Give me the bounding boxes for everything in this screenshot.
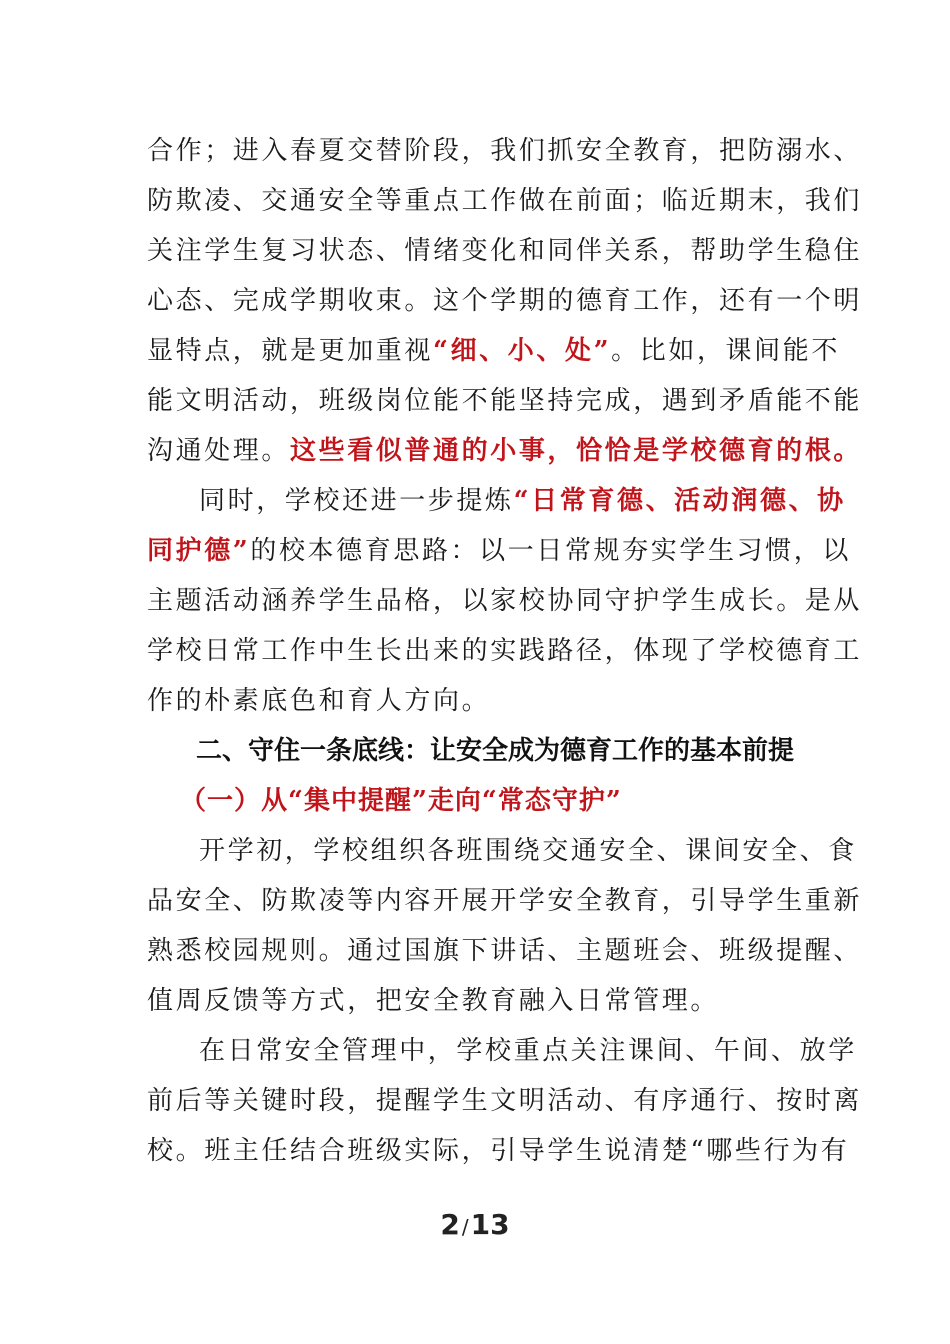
highlight-text: 这些看似普通的小事，恰恰是学校德育的根。	[290, 436, 863, 466]
text-line	[199, 481, 846, 521]
text-line: 防欺凌、交通安全等重点工作做在前面；临近期末，我们	[147, 186, 863, 216]
text-line: 学校日常工作中生长出来的实践路径，体现了学校德育工	[147, 636, 863, 666]
text-line: 作的朴素底色和育人方向。	[147, 686, 491, 716]
text-run: 。比如，课间能不	[611, 336, 840, 366]
text-run: 显特点，就是更加重视	[147, 336, 434, 366]
text-line: 主题活动涵养学生品格，以家校协同守护学生成长。是从	[147, 586, 863, 616]
text-line	[147, 431, 863, 471]
text-line: 值周反馈等方式，把安全教育融入日常管理。	[147, 986, 720, 1016]
text-line: 前后等关键时段，提醒学生文明活动、有序通行、按时离	[147, 1086, 863, 1116]
total-pages: 13	[470, 1208, 510, 1241]
text-line: 关注学生复习状态、情绪变化和同伴关系，帮助学生稳住	[147, 236, 863, 266]
section-subheading: （一）从“集中提醒”走向“常态守护”	[180, 786, 622, 816]
page-number	[0, 1208, 950, 1241]
text-line: 在日常安全管理中，学校重点关注课间、午间、放学	[199, 1036, 857, 1066]
text-line: 校。班主任结合班级实际，引导学生说清楚“哪些行为有	[147, 1136, 850, 1166]
text-line: 开学初，学校组织各班围绕交通安全、课间安全、食	[199, 836, 857, 866]
page-separator: /	[461, 1215, 469, 1239]
text-line: 能文明活动，班级岗位能不能坚持完成，遇到矛盾能不能	[147, 386, 863, 416]
section-heading: 二、守住一条底线：让安全成为德育工作的基本前提	[196, 736, 795, 766]
text-line: 合作；进入春夏交替阶段，我们抓安全教育，把防溺水、	[147, 136, 863, 166]
highlight-text: “日常育德、活动润德、协	[513, 486, 846, 516]
text-run: 同时，学校还进一步提炼	[199, 486, 514, 516]
text-line: 品安全、防欺凌等内容开展开学安全教育，引导学生重新	[147, 886, 863, 916]
text-line: 熟悉校园规则。通过国旗下讲话、主题班会、班级提醒、	[147, 936, 863, 966]
highlight-text: “细、小、处”	[433, 336, 612, 366]
text-run: 的校本德育思路：以一日常规夯实学生习惯，以	[250, 536, 851, 566]
text-line	[147, 531, 851, 571]
text-line: 心态、完成学期收束。这个学期的德育工作，还有一个明	[147, 286, 863, 316]
current-page: 2	[440, 1208, 460, 1241]
highlight-text: 同护德”	[147, 536, 251, 566]
text-run: 沟通处理。	[147, 436, 291, 466]
text-line	[147, 331, 840, 371]
